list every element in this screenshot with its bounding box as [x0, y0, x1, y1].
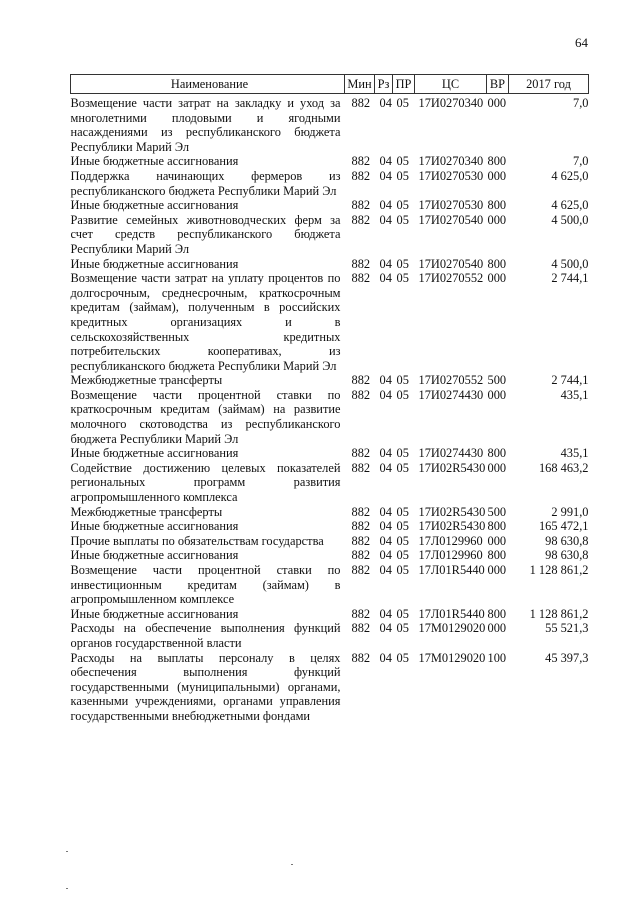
cell-name: Возмещение части затрат на уплату процентов по долгосрочным, среднесрочным, краткосрочным кредитам (займам), полученным в российских кредитных организациях и в сельскохозяйственных кредитных потребительских кооперативах, из республиканского бюджета Республики Марий Эл — [70, 271, 341, 373]
table-row — [71, 271, 589, 373]
cell-vr: 000 — [487, 563, 507, 577]
cell-sum: 2 744,1 — [551, 373, 589, 388]
cell-min: 882 — [351, 446, 371, 461]
cell-vr: 000 — [487, 533, 507, 548]
cell-cs: 17Л01R5440 — [418, 606, 485, 621]
table-row — [71, 198, 589, 213]
cell-sum: 1 128 861,2 — [529, 606, 589, 621]
cell-pr: 05 — [396, 198, 409, 213]
table-row — [71, 461, 589, 505]
cell-cs: 17М0129020 — [418, 621, 486, 636]
cell-cs: 17И0270340 — [418, 154, 484, 169]
cell-min: 882 — [351, 271, 371, 286]
cell-pr: 05 — [396, 563, 409, 577]
cell-cs: 17Л01R5440 — [418, 563, 485, 577]
table-row — [71, 388, 589, 446]
cell-min: 882 — [351, 387, 371, 402]
table-row — [71, 519, 589, 534]
cell-min: 882 — [351, 563, 371, 577]
cell-name: Межбюджетные трансферты — [70, 504, 223, 519]
table-row — [71, 169, 589, 198]
cell-name: Возмещение части затрат на закладку и уход за многолетними плодовыми и ягодными насаждениями из республиканского бюджета Республики Марий Эл — [70, 96, 341, 154]
cell-cs: 17И0270552 — [418, 373, 484, 388]
cell-min: 882 — [351, 621, 371, 636]
cell-min: 882 — [351, 256, 371, 271]
cell-rz: 04 — [379, 621, 392, 636]
cell-rz: 04 — [379, 460, 392, 475]
header-rz: Рз — [375, 75, 393, 94]
table-row — [71, 607, 589, 622]
cell-pr: 05 — [396, 460, 409, 475]
cell-rz: 04 — [379, 154, 392, 169]
cell-vr: 000 — [487, 96, 507, 110]
cell-name: Иные бюджетные ассигнования — [70, 256, 239, 271]
scan-speck — [66, 851, 68, 852]
cell-rz: 04 — [379, 271, 392, 286]
cell-min: 882 — [351, 460, 371, 475]
cell-min: 882 — [351, 198, 371, 213]
budget-table — [70, 74, 589, 724]
cell-pr: 05 — [396, 519, 409, 534]
table-row — [71, 563, 589, 607]
cell-rz: 04 — [379, 387, 392, 402]
header-name: Наименование — [71, 75, 345, 94]
cell-cs: 17М0129020 — [418, 650, 486, 665]
cell-vr: 500 — [487, 373, 507, 388]
cell-name: Иные бюджетные ассигнования — [70, 446, 239, 461]
cell-vr: 000 — [487, 460, 507, 475]
cell-cs: 17И0274430 — [418, 446, 484, 461]
cell-sum: 4 500,0 — [551, 256, 589, 271]
cell-pr: 05 — [396, 533, 409, 548]
cell-name: Иные бюджетные ассигнования — [70, 154, 239, 169]
cell-name: Прочие выплаты по обязательствам государства — [70, 533, 324, 548]
table-row — [71, 373, 589, 388]
cell-vr: 800 — [487, 519, 507, 534]
cell-rz: 04 — [379, 519, 392, 534]
cell-cs: 17И0270552 — [418, 271, 484, 286]
cell-vr: 000 — [487, 387, 507, 402]
cell-sum: 45 397,3 — [545, 650, 589, 665]
cell-min: 882 — [351, 96, 371, 110]
cell-min: 882 — [351, 606, 371, 621]
table-row — [71, 213, 589, 257]
cell-min: 882 — [351, 168, 371, 183]
cell-name: Межбюджетные трансферты — [70, 373, 223, 388]
cell-pr: 05 — [396, 154, 409, 169]
cell-vr: 800 — [487, 446, 507, 461]
page-number: 64 — [575, 35, 588, 50]
cell-vr: 500 — [487, 504, 507, 519]
cell-sum: 98 630,8 — [545, 533, 589, 548]
table-body — [71, 94, 589, 724]
cell-pr: 05 — [396, 271, 409, 286]
cell-vr: 800 — [487, 154, 507, 169]
cell-name: Возмещение части процентной ставки по инвестиционным кредитам (займам) в агропромышленном комплексе — [70, 563, 341, 607]
cell-vr: 000 — [487, 168, 507, 183]
cell-name: Иные бюджетные ассигнования — [70, 548, 239, 563]
cell-min: 882 — [351, 212, 371, 227]
cell-sum: 7,0 — [573, 96, 589, 110]
cell-pr: 05 — [396, 446, 409, 461]
cell-vr: 800 — [487, 548, 507, 563]
cell-rz: 04 — [379, 198, 392, 213]
cell-name: Содействие достижению целевых показателей региональных программ развития агропромышленного комплекса — [70, 460, 341, 505]
cell-vr: 000 — [487, 621, 507, 636]
cell-pr: 05 — [396, 212, 409, 227]
cell-sum: 4 625,0 — [551, 198, 589, 213]
cell-rz: 04 — [379, 563, 392, 577]
cell-rz: 04 — [379, 650, 392, 665]
cell-vr: 800 — [487, 256, 507, 271]
cell-vr: 100 — [487, 650, 507, 665]
cell-name: Возмещение части процентной ставки по краткосрочным кредитам (займам) на развитие молочного скотоводства из республиканского бюджета Республики Марий Эл — [70, 387, 341, 446]
table-row — [71, 621, 589, 650]
scan-speck — [291, 864, 293, 865]
header-min: Мин — [345, 75, 375, 94]
cell-vr: 800 — [487, 606, 507, 621]
cell-name: Расходы на выплаты персоналу в целях обеспечения выполнения функций государственными (муниципальными) органами, казенными учреждениями, органами управления государственными внебюджетными фондами — [70, 650, 341, 723]
cell-cs: 17И02R5430 — [418, 460, 486, 475]
table-row — [71, 534, 589, 549]
cell-sum: 435,1 — [560, 387, 589, 402]
scan-speck — [66, 888, 68, 889]
cell-sum: 98 630,8 — [545, 548, 589, 563]
cell-name: Поддержка начинающих фермеров из республиканского бюджета Республики Марий Эл — [70, 168, 341, 198]
cell-min: 882 — [351, 519, 371, 534]
table-row — [71, 651, 589, 724]
cell-rz: 04 — [379, 168, 392, 183]
cell-vr: 000 — [487, 271, 507, 286]
cell-pr: 05 — [396, 650, 409, 665]
cell-min: 882 — [351, 373, 371, 388]
cell-min: 882 — [351, 650, 371, 665]
table-header-row — [71, 75, 589, 94]
table-row — [71, 505, 589, 520]
cell-rz: 04 — [379, 606, 392, 621]
cell-rz: 04 — [379, 548, 392, 563]
cell-rz: 04 — [379, 256, 392, 271]
cell-rz: 04 — [379, 212, 392, 227]
cell-vr: 800 — [487, 198, 507, 213]
cell-min: 882 — [351, 548, 371, 563]
cell-sum: 168 463,2 — [538, 460, 589, 475]
cell-name: Иные бюджетные ассигнования — [70, 198, 239, 213]
cell-rz: 04 — [379, 96, 392, 110]
cell-name: Иные бюджетные ассигнования — [70, 519, 239, 534]
cell-pr: 05 — [396, 548, 409, 563]
header-pr: ПР — [393, 75, 415, 94]
header-cs: ЦС — [415, 75, 487, 94]
cell-sum: 165 472,1 — [538, 519, 589, 534]
table-row — [71, 94, 589, 155]
cell-sum: 435,1 — [560, 446, 589, 461]
table-row — [71, 446, 589, 461]
cell-pr: 05 — [396, 96, 409, 110]
cell-vr: 000 — [487, 212, 507, 227]
cell-pr: 05 — [396, 606, 409, 621]
cell-min: 882 — [351, 533, 371, 548]
cell-pr: 05 — [396, 256, 409, 271]
cell-pr: 05 — [396, 387, 409, 402]
cell-cs: 17И0270540 — [418, 256, 484, 271]
cell-cs: 17И0270340 — [418, 96, 484, 110]
cell-cs: 17И0270540 — [418, 212, 484, 227]
table-row — [71, 257, 589, 272]
cell-sum: 2 744,1 — [551, 271, 589, 286]
cell-min: 882 — [351, 154, 371, 169]
cell-cs: 17Л0129960 — [418, 533, 483, 548]
cell-pr: 05 — [396, 621, 409, 636]
header-vr: ВР — [487, 75, 509, 94]
cell-cs: 17И0274430 — [418, 387, 484, 402]
cell-name: Расходы на обеспечение выполнения функций органов государственной власти — [70, 621, 341, 650]
cell-name: Иные бюджетные ассигнования — [70, 606, 239, 621]
table-row — [71, 548, 589, 563]
table-row — [71, 154, 589, 169]
cell-sum: 1 128 861,2 — [529, 563, 589, 577]
cell-pr: 05 — [396, 504, 409, 519]
cell-sum: 4 625,0 — [551, 168, 589, 183]
cell-sum: 2 991,0 — [551, 504, 589, 519]
cell-name: Развитие семейных животноводческих ферм за счет средств республиканского бюджета Республики Марий Эл — [70, 212, 341, 256]
header-sum: 2017 год — [509, 75, 589, 94]
cell-rz: 04 — [379, 446, 392, 461]
cell-cs: 17И0270530 — [418, 168, 484, 183]
cell-pr: 05 — [396, 168, 409, 183]
cell-rz: 04 — [379, 504, 392, 519]
cell-cs: 17И02R5430 — [418, 519, 486, 534]
cell-rz: 04 — [379, 533, 392, 548]
cell-sum: 55 521,3 — [545, 621, 589, 636]
cell-sum: 7,0 — [573, 154, 589, 169]
cell-min: 882 — [351, 504, 371, 519]
cell-cs: 17Л0129960 — [418, 548, 483, 563]
cell-pr: 05 — [396, 373, 409, 388]
cell-cs: 17И02R5430 — [418, 504, 486, 519]
cell-sum: 4 500,0 — [551, 212, 589, 227]
cell-cs: 17И0270530 — [418, 198, 484, 213]
cell-rz: 04 — [379, 373, 392, 388]
